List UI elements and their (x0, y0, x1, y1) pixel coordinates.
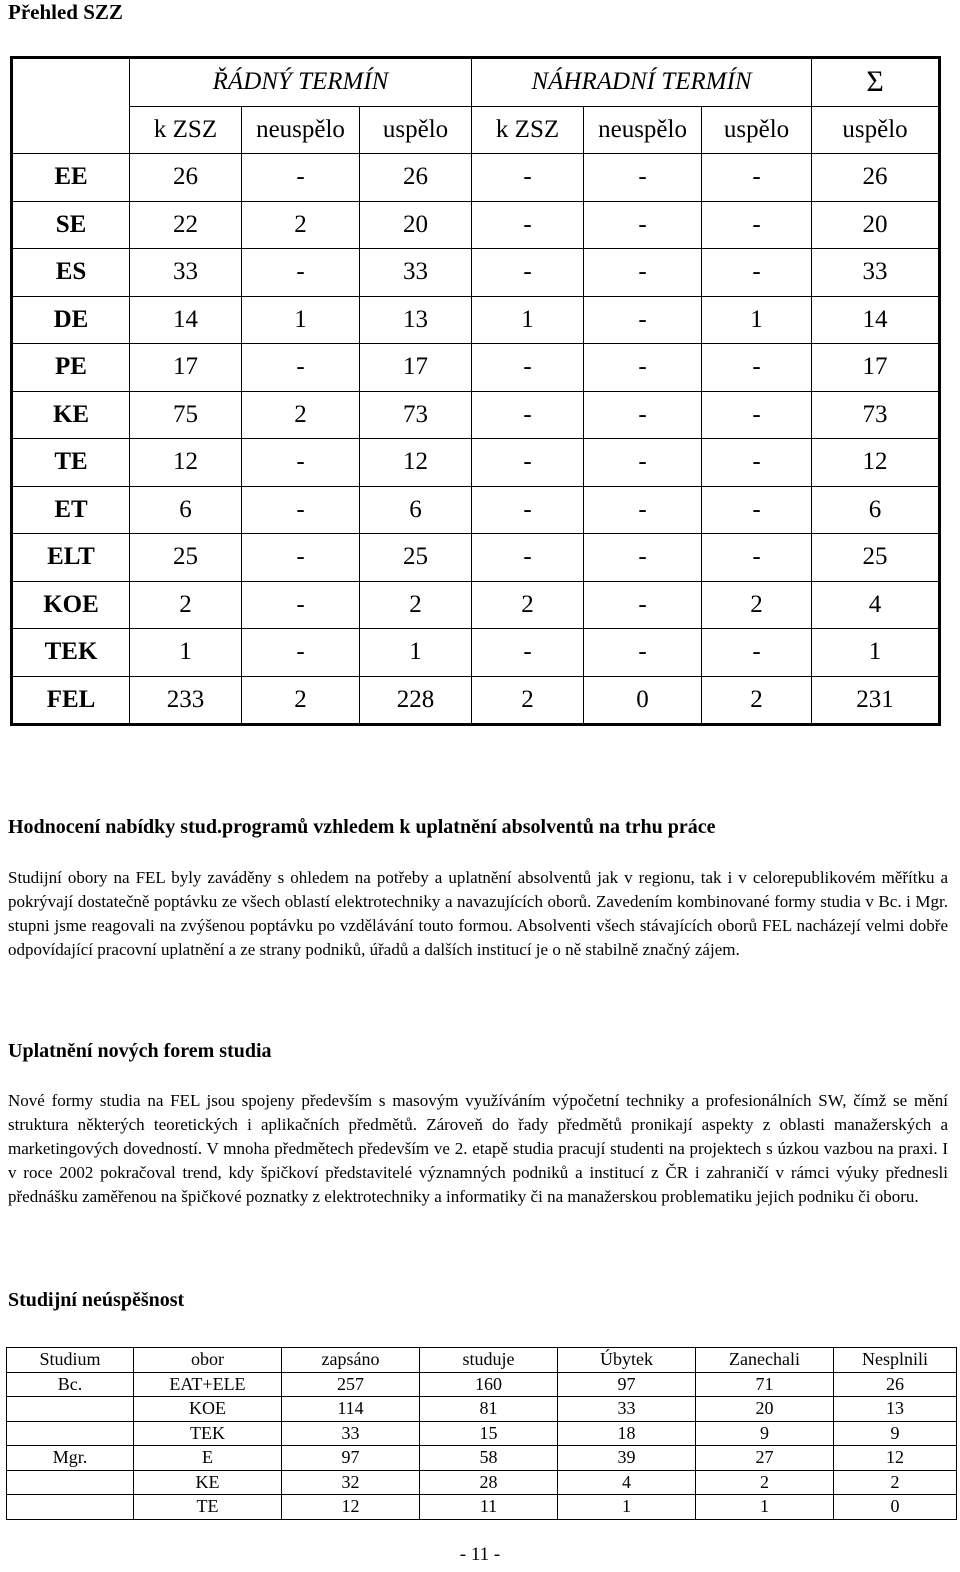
szz-row-elt (12, 534, 940, 582)
failure-cell-nesplnili: 2 (834, 1470, 957, 1495)
szz-cell: - (472, 344, 584, 392)
failure-cell-obor: TEK (134, 1421, 282, 1446)
szz-row-code: PE (12, 344, 130, 392)
failure-cell-zanechali: 2 (696, 1470, 834, 1495)
failure-row (7, 1372, 957, 1397)
szz-row-code: ES (12, 249, 130, 297)
szz-col-header: neuspělo (242, 106, 360, 154)
failure-row (7, 1421, 957, 1446)
failure-row (7, 1397, 957, 1422)
section-offer-text: Studijní obory na FEL byly zaváděny s ohledem na potřeby a uplatnění absolventů jak v regionu, tak i v celorepublikovém měřítku a pokrývají dostatečně poptávku ze všech oblastí elektrotechniky a navazujících oborů. Zavedením kombinované formy studia v Bc. i Mgr. stupni jsme reagovali na zvýšenou poptávku po vzdělávání touto formou. Absolventi všech stávajících oborů FEL nacházejí velmi dobře odpovídající pracovní uplatnění a ze strany podniků, úřadů a dalších institucí je o ně stabilně značný zájem. (8, 868, 948, 959)
failure-row (7, 1446, 957, 1471)
szz-cell: - (242, 249, 360, 297)
failure-cell-obor: KE (134, 1470, 282, 1495)
failure-cell-studium: Bc. (7, 1372, 134, 1397)
study-failure-table (6, 1347, 957, 1520)
szz-cell: - (584, 629, 702, 677)
szz-group-header-row (12, 58, 940, 107)
failure-cell-studuje: 160 (420, 1372, 558, 1397)
szz-row-fel (12, 676, 940, 725)
failure-cell-studium (7, 1495, 134, 1520)
failure-col-header: Studium (7, 1348, 134, 1373)
page-title: Přehled SZZ (8, 0, 123, 24)
szz-col-header: k ZSZ (130, 106, 242, 154)
failure-cell-nesplnili: 9 (834, 1421, 957, 1446)
failure-cell-nesplnili: 0 (834, 1495, 957, 1520)
szz-cell: - (584, 486, 702, 534)
failure-cell-obor: KOE (134, 1397, 282, 1422)
szz-row-code: ELT (12, 534, 130, 582)
failure-cell-zanechali: 27 (696, 1446, 834, 1471)
szz-cell: - (584, 534, 702, 582)
failure-cell-studuje: 15 (420, 1421, 558, 1446)
szz-col-header: k ZSZ (472, 106, 584, 154)
failure-cell-studuje: 81 (420, 1397, 558, 1422)
szz-cell: 14 (812, 296, 940, 344)
szz-col-header: neuspělo (584, 106, 702, 154)
szz-cell: - (242, 629, 360, 677)
failure-cell-studuje: 58 (420, 1446, 558, 1471)
szz-cell: - (702, 534, 812, 582)
szz-row-code: FEL (12, 676, 130, 725)
szz-cell: 1 (702, 296, 812, 344)
szz-cell: 1 (812, 629, 940, 677)
szz-cell: - (584, 581, 702, 629)
szz-cell: - (584, 391, 702, 439)
failure-col-header: studuje (420, 1348, 558, 1373)
szz-cell: 25 (812, 534, 940, 582)
szz-cell: 12 (812, 439, 940, 487)
szz-cell: 1 (472, 296, 584, 344)
failure-cell-obor: E (134, 1446, 282, 1471)
szz-cell: 73 (812, 391, 940, 439)
szz-cell: - (702, 154, 812, 202)
failure-col-header: zapsáno (282, 1348, 420, 1373)
failure-cell-zanechali: 1 (696, 1495, 834, 1520)
failure-cell-ubytek: 4 (558, 1470, 696, 1495)
failure-cell-ubytek: 97 (558, 1372, 696, 1397)
page-number: - 11 - (459, 1544, 501, 1565)
szz-cell: - (702, 439, 812, 487)
szz-cell: - (584, 154, 702, 202)
szz-cell: - (472, 391, 584, 439)
szz-cell: - (242, 439, 360, 487)
szz-cell: - (472, 249, 584, 297)
szz-cell: 25 (360, 534, 472, 582)
szz-row-code: ET (12, 486, 130, 534)
failure-cell-studuje: 28 (420, 1470, 558, 1495)
szz-cell: 6 (360, 486, 472, 534)
szz-cell: 2 (360, 581, 472, 629)
failure-cell-studium: Mgr. (7, 1446, 134, 1471)
failure-cell-zapsano: 257 (282, 1372, 420, 1397)
szz-cell: - (702, 249, 812, 297)
szz-cell: 20 (812, 201, 940, 249)
szz-cell: 25 (130, 534, 242, 582)
szz-cell: 33 (360, 249, 472, 297)
failure-cell-studium (7, 1421, 134, 1446)
szz-summary-table (10, 56, 941, 726)
szz-cell: - (242, 581, 360, 629)
failure-row (7, 1470, 957, 1495)
szz-cell: 12 (360, 439, 472, 487)
szz-cell: - (472, 629, 584, 677)
szz-cell: - (472, 439, 584, 487)
szz-cell: - (472, 154, 584, 202)
szz-cell: 233 (130, 676, 242, 725)
szz-row-de (12, 296, 940, 344)
szz-cell: 17 (812, 344, 940, 392)
failure-col-header: Úbytek (558, 1348, 696, 1373)
szz-cell: - (584, 249, 702, 297)
szz-cell: 228 (360, 676, 472, 725)
failure-cell-obor: TE (134, 1495, 282, 1520)
failure-cell-studium (7, 1397, 134, 1422)
szz-group-regular-term: ŘÁDNÝ TERMÍN (130, 58, 472, 107)
szz-row-et (12, 486, 940, 534)
szz-cell: 75 (130, 391, 242, 439)
szz-row-code: KE (12, 391, 130, 439)
szz-cell: 2 (702, 581, 812, 629)
failure-cell-ubytek: 39 (558, 1446, 696, 1471)
szz-col-header: uspělo (360, 106, 472, 154)
szz-cell: 2 (242, 676, 360, 725)
failure-cell-zapsano: 32 (282, 1470, 420, 1495)
szz-cell: 17 (130, 344, 242, 392)
szz-cell: - (702, 486, 812, 534)
szz-cell: 2 (702, 676, 812, 725)
szz-cell: 12 (130, 439, 242, 487)
szz-cell: 6 (130, 486, 242, 534)
szz-cell: 73 (360, 391, 472, 439)
szz-cell: - (702, 201, 812, 249)
failure-cell-zanechali: 71 (696, 1372, 834, 1397)
szz-cell: - (702, 344, 812, 392)
failure-cell-ubytek: 18 (558, 1421, 696, 1446)
section-failure-heading: Studijní neúspěšnost (8, 1289, 185, 1311)
szz-cell: - (584, 344, 702, 392)
szz-row-code: EE (12, 154, 130, 202)
szz-col-header: uspělo (702, 106, 812, 154)
failure-row (7, 1495, 957, 1520)
szz-cell: 13 (360, 296, 472, 344)
szz-col-header: uspělo (812, 106, 940, 154)
szz-cell: - (584, 439, 702, 487)
szz-cell: 20 (360, 201, 472, 249)
szz-row-es (12, 249, 940, 297)
failure-cell-studium (7, 1470, 134, 1495)
failure-cell-nesplnili: 26 (834, 1372, 957, 1397)
failure-cell-studuje: 11 (420, 1495, 558, 1520)
szz-cell: - (242, 154, 360, 202)
failure-cell-nesplnili: 13 (834, 1397, 957, 1422)
szz-column-header-row (12, 106, 940, 154)
szz-row-code: SE (12, 201, 130, 249)
szz-cell: - (472, 486, 584, 534)
szz-cell: 231 (812, 676, 940, 725)
failure-cell-zapsano: 114 (282, 1397, 420, 1422)
szz-cell: 2 (242, 201, 360, 249)
szz-cell: 14 (130, 296, 242, 344)
szz-cell: 17 (360, 344, 472, 392)
szz-cell: 22 (130, 201, 242, 249)
szz-cell: - (242, 344, 360, 392)
szz-cell: - (702, 391, 812, 439)
szz-cell: 26 (360, 154, 472, 202)
szz-cell: - (584, 201, 702, 249)
szz-cell: 1 (242, 296, 360, 344)
szz-cell: - (242, 486, 360, 534)
failure-cell-zanechali: 20 (696, 1397, 834, 1422)
szz-row-code: KOE (12, 581, 130, 629)
szz-row-ke (12, 391, 940, 439)
failure-col-header: obor (134, 1348, 282, 1373)
szz-cell: 1 (130, 629, 242, 677)
szz-cell: - (702, 629, 812, 677)
failure-cell-zapsano: 33 (282, 1421, 420, 1446)
szz-cell: - (472, 201, 584, 249)
failure-cell-zapsano: 12 (282, 1495, 420, 1520)
szz-cell: 2 (472, 676, 584, 725)
szz-cell: 1 (360, 629, 472, 677)
szz-row-te (12, 439, 940, 487)
szz-cell: 26 (130, 154, 242, 202)
szz-cell: - (242, 534, 360, 582)
szz-group-makeup-term: NÁHRADNÍ TERMÍN (472, 58, 812, 107)
failure-cell-zapsano: 97 (282, 1446, 420, 1471)
szz-cell: - (584, 296, 702, 344)
szz-row-code: TE (12, 439, 130, 487)
failure-cell-ubytek: 33 (558, 1397, 696, 1422)
failure-cell-obor: EAT+ELE (134, 1372, 282, 1397)
szz-cell: 2 (130, 581, 242, 629)
szz-row-se (12, 201, 940, 249)
section-offer-heading: Hodnocení nabídky stud.programů vzhledem k uplatnění absolventů na trhu práce (8, 816, 716, 838)
failure-cell-ubytek: 1 (558, 1495, 696, 1520)
section-new-forms-heading: Uplatnění nových forem studia (8, 1040, 272, 1062)
szz-cell: 33 (130, 249, 242, 297)
szz-row-code: DE (12, 296, 130, 344)
szz-row-koe (12, 581, 940, 629)
szz-corner-cell (12, 58, 130, 154)
failure-header-row (7, 1348, 957, 1373)
failure-cell-nesplnili: 12 (834, 1446, 957, 1471)
szz-row-code: TEK (12, 629, 130, 677)
szz-cell: 26 (812, 154, 940, 202)
szz-cell: 33 (812, 249, 940, 297)
failure-col-header: Nesplnili (834, 1348, 957, 1373)
szz-cell: 2 (242, 391, 360, 439)
failure-cell-zanechali: 9 (696, 1421, 834, 1446)
section-new-forms-text: Nové formy studia na FEL jsou spojeny především s masovým využíváním výpočetní techniky a profesionálních SW, čímž se mění struktura některých teoretických i aplikačních předmětů. Zároveň do řady předmětů pronikají aspekty z oblasti manažerských a marketingových dovedností. V mnoha předmětech především ve 2. etapě studia pracují studenti na projektech s úzkou vazbou na praxi. I v roce 2002 pokračoval trend, kdy špičkoví představitelé významných podniků a institucí z ČR i zahraničí v rámci výuky přednesli přednášku zaměřenou na špičkové poznatky z elektrotechniky a informatiky či na manažerskou problematiku jejich podniku či oboru. (8, 1091, 948, 1206)
szz-group-sum: Σ (812, 58, 940, 107)
szz-cell: 0 (584, 676, 702, 725)
szz-cell: 2 (472, 581, 584, 629)
szz-row-pe (12, 344, 940, 392)
failure-col-header: Zanechali (696, 1348, 834, 1373)
szz-cell: 4 (812, 581, 940, 629)
szz-cell: - (472, 534, 584, 582)
szz-row-tek (12, 629, 940, 677)
szz-cell: 6 (812, 486, 940, 534)
szz-row-ee (12, 154, 940, 202)
